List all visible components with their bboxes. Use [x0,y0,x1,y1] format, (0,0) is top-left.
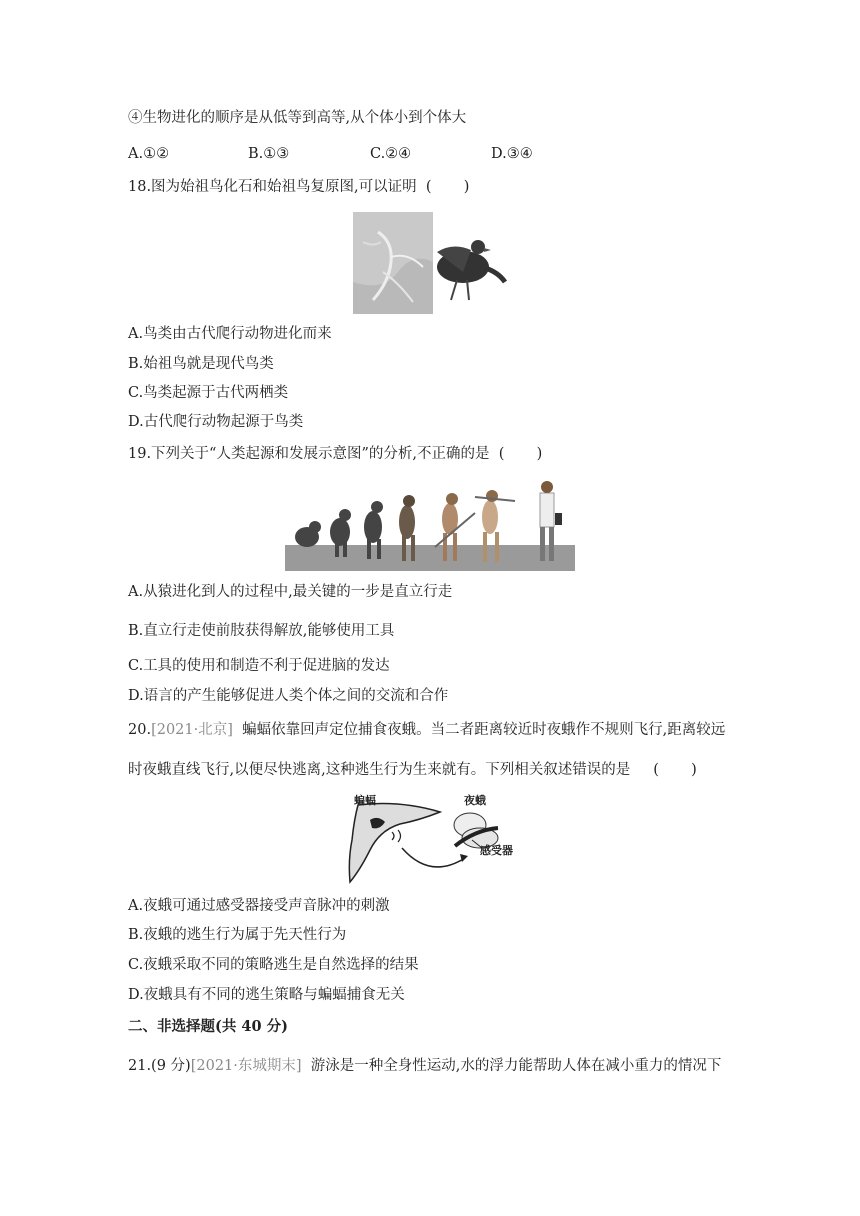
q20-stem-line-2: 时夜蛾直线飞行,以便尽快逃离,这种逃生行为生来就有。下列相关叙述错误的是 ( ) [128,762,697,778]
figure-hominid-1 [399,505,415,539]
q17-option-c: C.②④ [370,146,412,162]
q20-stem-line-1 [128,720,725,740]
q17-option-a: A.①② [128,146,170,162]
q20-number: 20. [128,722,152,738]
q17-item-4: ④生物进化的顺序是从低等到高等,从个体小到个体大 [128,110,467,126]
q19-option-d: D.语言的产生能够促进人类个体之间的交流和合作 [128,688,449,704]
figure-ape-3 [364,511,382,543]
q19-stem: 19.下列关于“人类起源和发展示意图”的分析,不正确的是 ( ) [128,446,543,462]
q18-stem: 18.图为始祖鸟化石和始祖鸟复原图,可以证明 ( ) [128,179,470,195]
q21-source-tag: [2021·东城期末] [190,1058,302,1074]
q19-option-c: C.工具的使用和制造不利于促进脑的发达 [128,658,390,674]
figure-hominid-3 [482,500,498,534]
q17-options [128,144,748,164]
q17-option-d: D.③④ [491,146,533,162]
archaeopteryx-figure [353,212,508,314]
q18-option-a: A.鸟类由古代爬行动物进化而来 [128,326,332,342]
q20-option-d: D.夜蛾具有不同的逃生策略与蝙蝠捕食无关 [128,987,405,1003]
q20-option-c: C.夜蛾采取不同的策略逃生是自然选择的结果 [128,957,419,973]
receptor-label: 感受器 [480,844,513,857]
ground [285,545,575,571]
q20-option-b: B.夜蛾的逃生行为属于先天性行为 [128,927,347,943]
q18-option-b: B.始祖鸟就是现代鸟类 [128,356,274,372]
q19-option-a: A.从猿进化到人的过程中,最关键的一步是直立行走 [128,584,453,600]
sound-wave [392,830,401,842]
moth-label: 夜蛾 [464,794,486,807]
q17-option-b: B.①③ [248,146,290,162]
q20-stem-text-1: 蝙蝠依靠回声定位捕食夜蛾。当二者距离较近时夜蛾作不规则飞行,距离较远 [232,722,726,738]
q21-stem-text: 游泳是一种全身性运动,水的浮力能帮助人体在减小重力的情况下 [301,1058,722,1074]
q20-option-a: A.夜蛾可通过感受器接受声音脉冲的刺激 [128,898,390,914]
q21-number: 21.(9 分) [128,1058,191,1074]
bat-label: 蝙蝠 [354,794,376,807]
figure-modern-human [540,493,554,527]
q18-option-d: D.古代爬行动物起源于鸟类 [128,414,304,430]
human-evolution-figure [285,477,575,571]
bat-wing [349,804,440,882]
arrow-line [402,848,465,867]
q19-option-b: B.直立行走使前肢获得解放,能够使用工具 [128,623,395,639]
section-2-title: 二、非选择题(共 40 分) [128,1018,288,1035]
bat-moth-figure [340,790,520,890]
q18-option-c: C.鸟类起源于古代两栖类 [128,385,289,401]
q20-source-tag: [2021·北京] [151,722,233,738]
bird-head [471,240,485,254]
q21-stem-line [128,1056,721,1076]
